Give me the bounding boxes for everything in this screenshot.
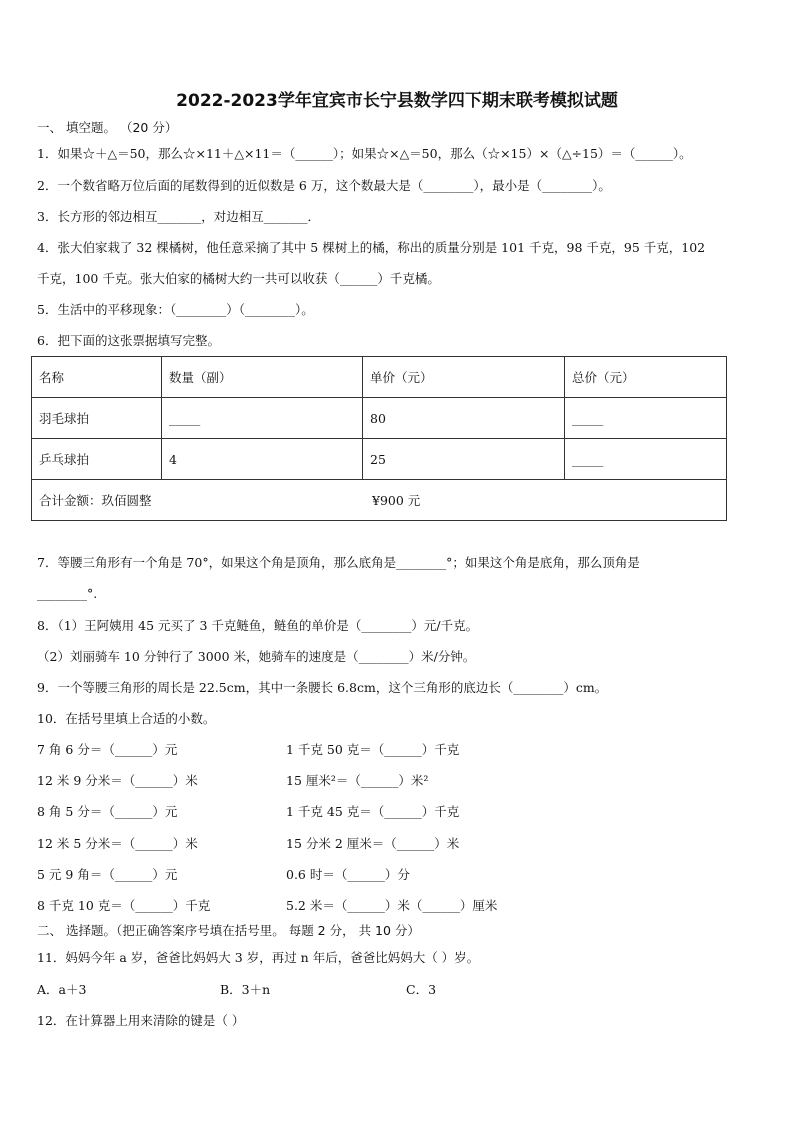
question-5: 5．生活中的平移现象：（________）（________）。 xyxy=(37,302,314,317)
question-8-part-1: 8．（1）王阿姨用 45 元买了 3 千克鲢鱼，鲢鱼的单价是（________）元/千克。 xyxy=(37,618,479,633)
question-10: 10．在括号里填上合适的小数。 xyxy=(37,711,216,726)
question-2: 2．一个数省略万位后面的尾数得到的近似数是 6 万，这个数最大是（________），最小是（________）。 xyxy=(37,178,611,193)
conversion-item: 1 千克 45 克＝（______）千克 xyxy=(286,804,460,819)
conversion-item: 0.6 时＝（______）分 xyxy=(286,867,410,882)
question-3: 3．长方形的邻边相互_______，对边相互_______． xyxy=(37,209,320,224)
conversion-item: 7 角 6 分＝（______）元 xyxy=(37,742,178,757)
table-cell-blank: _____ xyxy=(162,398,363,439)
question-7-line-2: ________°. xyxy=(37,586,98,601)
conversion-item: 1 千克 50 克＝（______）千克 xyxy=(286,742,460,757)
conversion-item: 15 分米 2 厘米＝（______）米 xyxy=(286,836,460,851)
table-cell: 80 xyxy=(363,398,565,439)
table-cell-blank: _____ xyxy=(565,439,727,480)
question-6: 6．把下面的这张票据填写完整。 xyxy=(37,333,220,348)
table-header-cell: 名称 xyxy=(32,357,162,398)
table-header-cell: 总价（元） xyxy=(565,357,727,398)
option-b: B．3＋n xyxy=(220,982,271,997)
section-1-heading: 一、 填空题。 （20 分） xyxy=(37,120,178,135)
option-a: A．a＋3 xyxy=(37,982,87,997)
conversion-item: 5.2 米＝（______）米（______）厘米 xyxy=(286,898,498,913)
table-header-row xyxy=(32,357,727,398)
table-row xyxy=(32,439,727,480)
page-title: 2022-2023学年宜宾市长宁县数学四下期末联考模拟试题 xyxy=(176,91,618,111)
table-cell-blank: _____ xyxy=(565,398,727,439)
conversion-item: 8 角 5 分＝（______）元 xyxy=(37,804,178,819)
total-amount-value: ¥900 元 xyxy=(372,493,421,508)
question-9: 9．一个等腰三角形的周长是 22.5cm，其中一条腰长 6.8cm，这个三角形的底边长（________）cm。 xyxy=(37,680,608,695)
section-2-heading: 二、 选择题。（把正确答案序号填在括号里。 每题 2 分， 共 10 分） xyxy=(37,923,420,938)
table-header-cell: 数量（副） xyxy=(162,357,363,398)
question-11: 11．妈妈今年 a 岁，爸爸比妈妈大 3 岁，再过 n 年后，爸爸比妈妈大（ ）岁。 xyxy=(37,950,480,965)
table-row xyxy=(32,398,727,439)
conversion-item: 5 元 9 角＝（______）元 xyxy=(37,867,178,882)
question-4-line-1: 4．张大伯家栽了 32 棵橘树，他任意采摘了其中 5 棵树上的橘，称出的质量分别是 101 千克，98 千克，95 千克，102 xyxy=(37,240,706,255)
conversion-item: 12 米 9 分米＝（______）米 xyxy=(37,773,198,788)
receipt-table xyxy=(31,356,727,521)
question-8-part-2: （2）刘丽骑车 10 分钟行了 3000 米，她骑车的速度是（________）米/分钟。 xyxy=(37,649,476,664)
table-total-row xyxy=(32,480,727,521)
option-c: C．3 xyxy=(406,982,437,997)
table-cell: 4 xyxy=(162,439,363,480)
total-amount-label: 合计金额：玖佰圆整 xyxy=(39,493,152,508)
conversion-item: 8 千克 10 克＝（______）千克 xyxy=(37,898,211,913)
table-cell: 羽毛球拍 xyxy=(32,398,162,439)
table-header-cell: 单价（元） xyxy=(363,357,565,398)
table-total-cell xyxy=(32,480,727,521)
question-4-line-2: 千克，100 千克。张大伯家的橘树大约一共可以收获（______）千克橘。 xyxy=(37,271,440,286)
conversion-item: 12 米 5 分米＝（______）米 xyxy=(37,836,198,851)
question-7-line-1: 7．等腰三角形有一个角是 70°，如果这个角是顶角，那么底角是________°；如果这个角是底角，那么顶角是 xyxy=(37,555,640,570)
question-1: 1．如果☆＋△＝50，那么☆×11＋△×11＝（______）；如果☆×△＝50，那么（☆×15）×（△÷15）＝（______）。 xyxy=(37,146,692,161)
question-12: 12．在计算器上用来清除的键是（ ） xyxy=(37,1013,245,1028)
table-cell: 乒乓球拍 xyxy=(32,439,162,480)
table-cell: 25 xyxy=(363,439,565,480)
conversion-item: 15 厘米²＝（______）米² xyxy=(286,773,429,788)
